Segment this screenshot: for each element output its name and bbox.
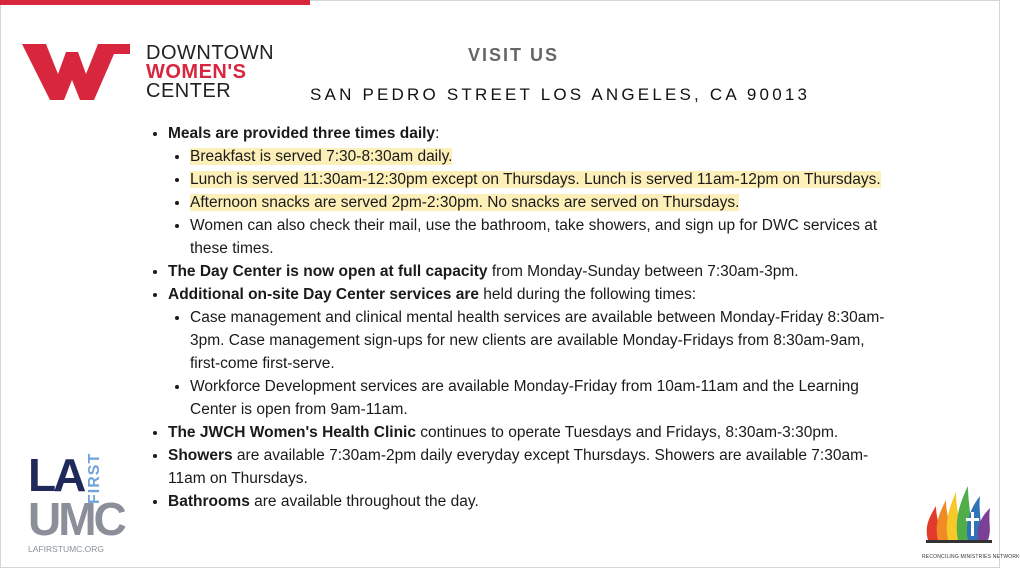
la-first-umc-logo [28, 449, 124, 557]
page-title: VISIT US [468, 45, 560, 65]
list-item-bathrooms: • Bathrooms are available throughout the day. [168, 490, 886, 513]
services-sublist [168, 306, 886, 421]
meals-sublist [168, 145, 886, 260]
list-item: • Afternoon snacks are served 2pm-2:30pm. No snacks are served on Thursdays. [190, 191, 886, 214]
logo-url: LAFIRSTUMC.ORG [28, 544, 105, 554]
schedule-list [146, 122, 886, 513]
schedule-content [146, 122, 886, 513]
list-item-day-center: • The Day Center is now open at full capacity from Monday-Sunday between 7:30am-3pm. [168, 260, 886, 283]
list-item: • Women can also check their mail, use the bathroom, take showers, and sign up for DWC services at these times. [190, 214, 886, 260]
logo-line-womens: WOMEN'S [146, 61, 247, 83]
dwc-w-icon [22, 44, 134, 100]
list-item: • Workforce Development services are available Monday-Friday from 10am-11am and the Learning Center is open from 9am-11am. [190, 375, 886, 421]
logo-la: LA [28, 449, 84, 501]
list-item-additional-services: • Additional on-site Day Center services are held during the following times: • Case management and clinical mental health services are available between Monday-Friday 8:30am-3pm. Case management sign-ups for new clients are available Monday-Fridays from 8:30am-9am, first-come first-serve. • Workforce Development services are available Monday-Friday from 10am-11am and the Learning Center is open from 9am-11am. [168, 283, 886, 421]
logo-line-center: CENTER [146, 80, 232, 102]
list-item-meals: • Meals are provided three times daily: • Breakfast is served 7:30-8:30am daily. • Lunch is served 11:30am-12:30pm except on Thursdays. Lunch is served 11am-12pm on Thursdays. • Afternoon snacks are served 2pm-2:30pm. No snacks are served on Thursdays. • Women can also check their mail, use the bathroom, take showers, and sign up for DWC services at these times. [168, 122, 886, 260]
logo-first: FIRST [86, 452, 103, 504]
reconciling-ministries-logo [922, 476, 1020, 564]
address-line: SAN PEDRO STREET LOS ANGELES, CA 90013 [310, 85, 811, 104]
list-item: • Case management and clinical mental health services are available between Monday-Friday 8:30am-3pm. Case management sign-ups for new clients are available Monday-Fridays from 8:30am-9am, first-come first-serve. [190, 306, 886, 375]
list-item: • Breakfast is served 7:30-8:30am daily. [190, 145, 886, 168]
top-accent-bar [0, 0, 310, 5]
flame-cross-icon [922, 476, 996, 552]
logo-umc: UMC [28, 493, 124, 545]
dwc-logo [22, 44, 302, 104]
rmn-caption: RECONCILING MINISTRIES NETWORK [922, 554, 1020, 560]
list-item-showers: • Showers are available 7:30am-2pm daily everyday except Thursdays. Showers are available 7:30am-11am on Thursdays. [168, 444, 886, 490]
logo-line-downtown: DOWNTOWN [146, 42, 275, 64]
list-item-clinic: • The JWCH Women's Health Clinic continues to operate Tuesdays and Fridays, 8:30am-3:30pm. [168, 421, 886, 444]
list-item: • Lunch is served 11:30am-12:30pm except on Thursdays. Lunch is served 11am-12pm on Thursdays. [190, 168, 886, 191]
